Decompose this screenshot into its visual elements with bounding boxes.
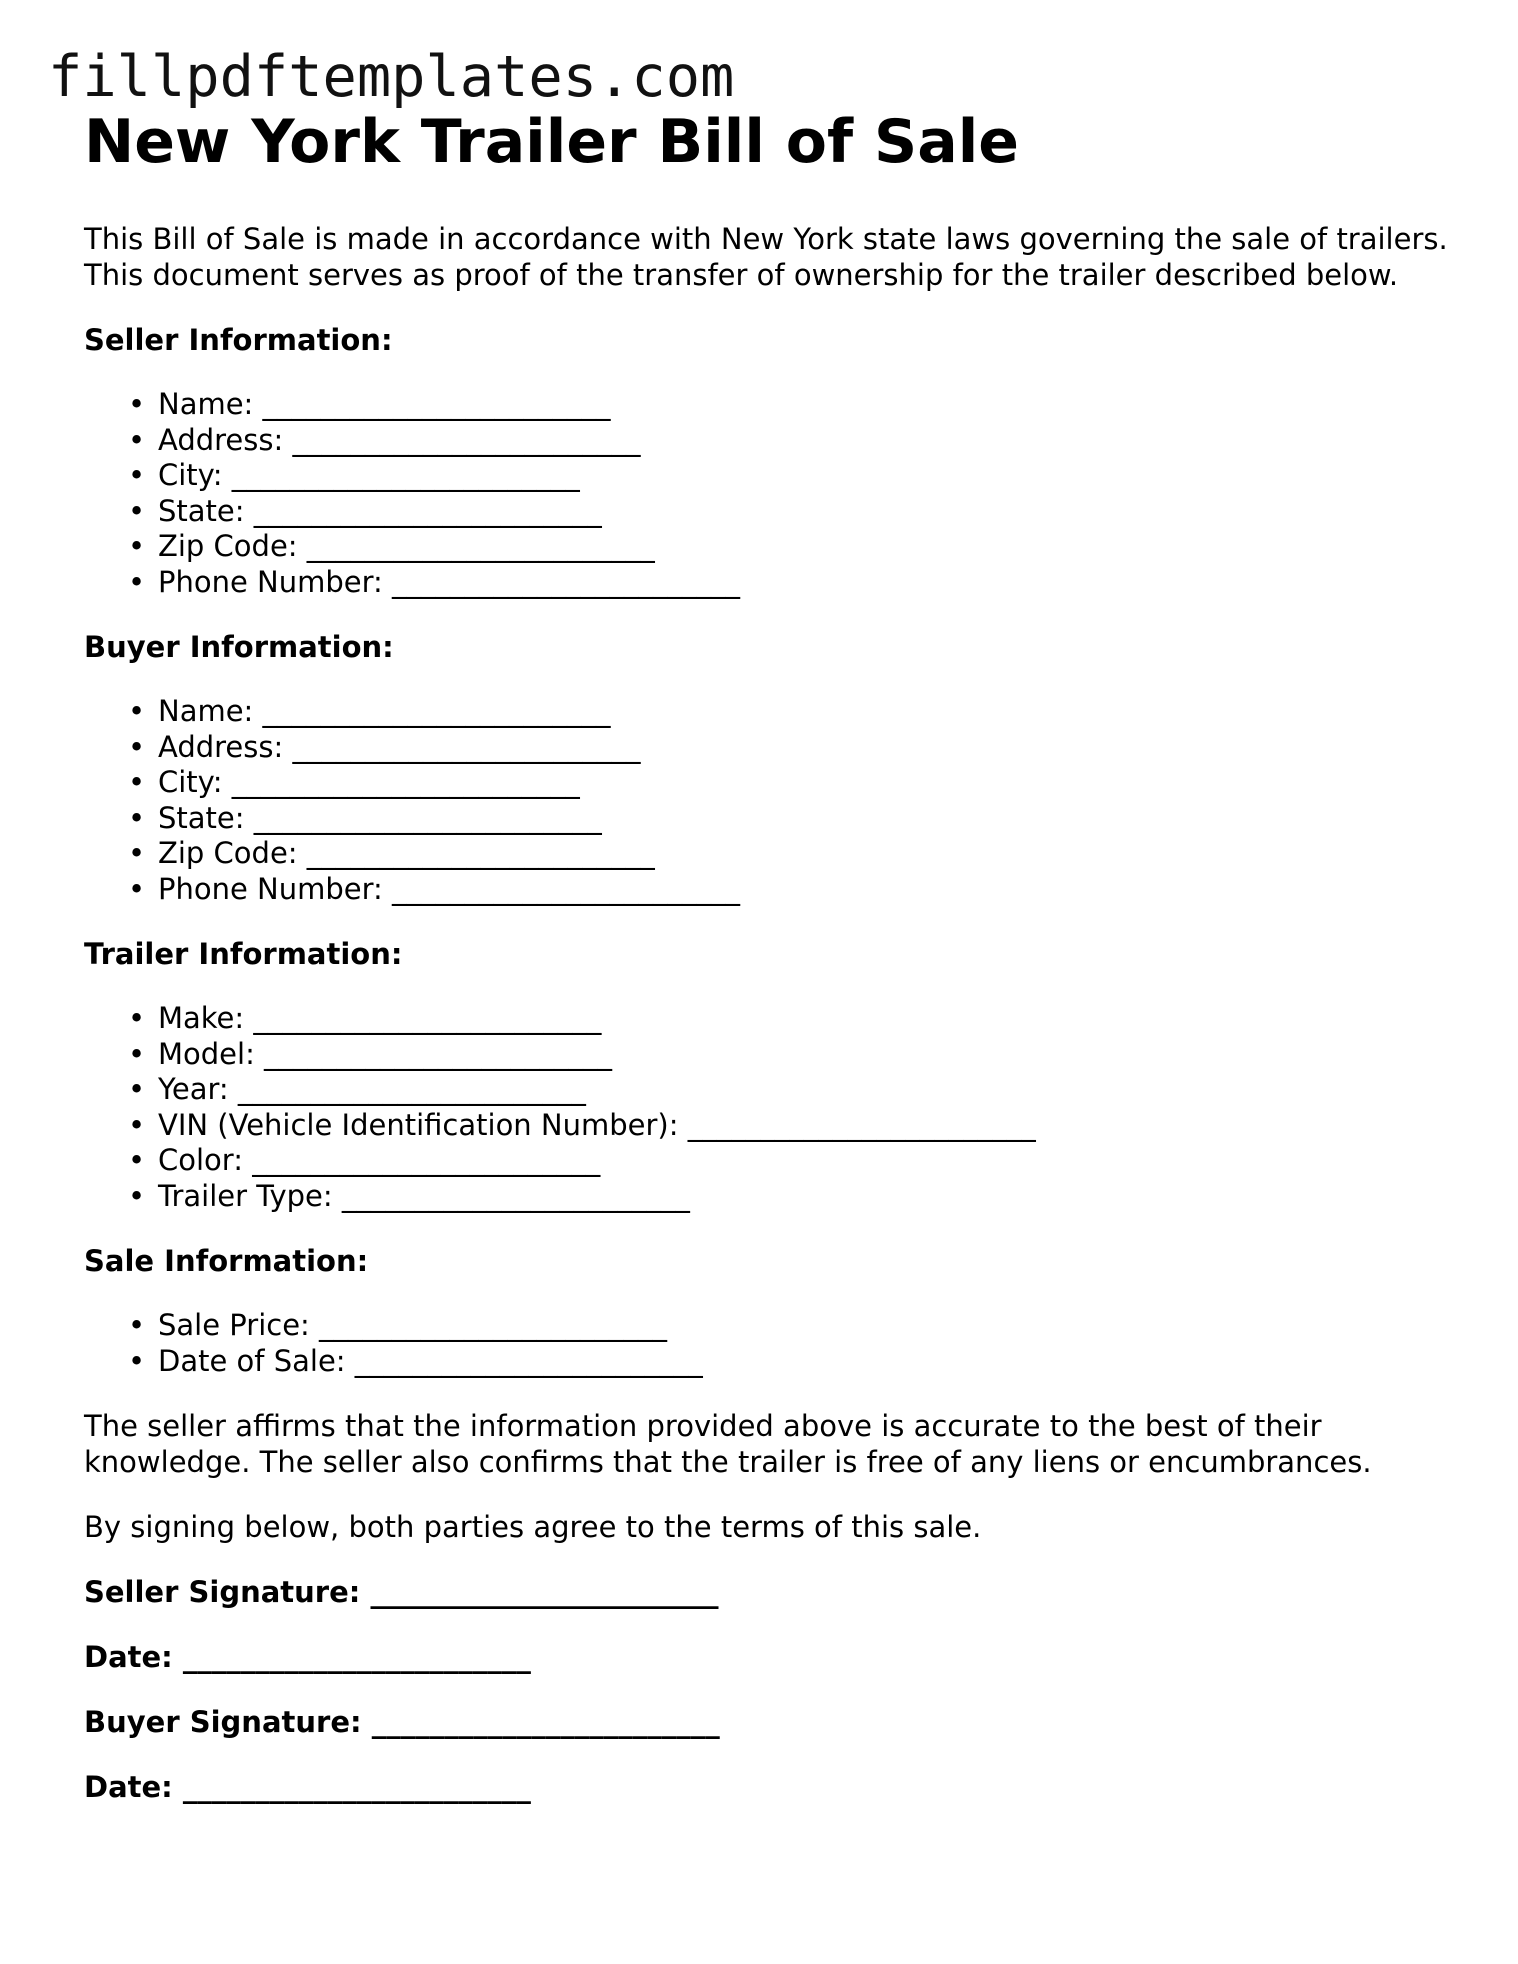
seller-name-field[interactable] <box>128 387 1454 423</box>
bullet-icon: • <box>128 765 146 799</box>
field-label: City: ________________________ <box>158 458 580 492</box>
bullet-icon: • <box>128 422 146 457</box>
field-label: Name: ________________________ <box>158 694 611 728</box>
bullet-icon: • <box>128 1036 146 1071</box>
seller-section-heading: Seller Information: <box>84 323 393 357</box>
trailer-vin-field[interactable] <box>128 1107 1454 1144</box>
field-label: Phone Number: ________________________ <box>158 564 741 599</box>
field-label: Trailer Type: ________________________ <box>158 1178 690 1213</box>
buyer-address-field[interactable] <box>128 729 1454 766</box>
trailer-model-field[interactable] <box>128 1036 1454 1073</box>
field-label: State: ________________________ <box>158 493 602 528</box>
trailer-year-field[interactable] <box>128 1072 1454 1108</box>
trailer-type-field[interactable] <box>128 1178 1454 1215</box>
bullet-icon: • <box>128 1308 146 1342</box>
trailer-color-field[interactable] <box>128 1143 1454 1179</box>
bullet-icon: • <box>128 529 146 563</box>
field-label: Make: ________________________ <box>158 1001 602 1035</box>
document-body <box>84 104 1454 1805</box>
sale-field-list <box>84 1308 1454 1379</box>
buyer-city-field[interactable] <box>128 765 1454 801</box>
bullet-icon: • <box>128 564 146 599</box>
buyer-phone-field[interactable] <box>128 871 1454 908</box>
bullet-icon: • <box>128 1143 146 1177</box>
bullet-icon: • <box>128 694 146 728</box>
bullet-icon: • <box>128 1107 146 1142</box>
buyer-signature-line[interactable]: Buyer Signature: ________________________ <box>84 1705 720 1739</box>
sale-date-field[interactable] <box>128 1343 1454 1380</box>
buyer-name-field[interactable] <box>128 694 1454 730</box>
field-label: Date of Sale: ________________________ <box>158 1343 703 1378</box>
field-label: Address: ________________________ <box>158 729 641 764</box>
field-label: Model: ________________________ <box>158 1036 613 1071</box>
field-label: Year: ________________________ <box>158 1072 586 1106</box>
field-label: Sale Price: ________________________ <box>158 1308 668 1342</box>
bullet-icon: • <box>128 836 146 870</box>
bullet-icon: • <box>128 871 146 906</box>
bullet-icon: • <box>128 1072 146 1106</box>
seller-state-field[interactable] <box>128 493 1454 530</box>
field-label: VIN (Vehicle Identification Number): ________________________ <box>158 1107 1036 1142</box>
bullet-icon: • <box>128 729 146 764</box>
field-label: Phone Number: ________________________ <box>158 871 741 906</box>
buyer-date-line[interactable]: Date: ________________________ <box>84 1770 531 1804</box>
document-title: New York Trailer Bill of Sale <box>84 107 1019 177</box>
bullet-icon: • <box>128 493 146 528</box>
seller-phone-field[interactable] <box>128 564 1454 601</box>
buyer-section-heading: Buyer Information: <box>84 630 394 664</box>
field-label: City: ________________________ <box>158 765 580 799</box>
agreement-paragraph: By signing below, both parties agree to the terms of this sale. <box>84 1510 982 1544</box>
bullet-icon: • <box>128 387 146 421</box>
trailer-make-field[interactable] <box>128 1001 1454 1037</box>
bullet-icon: • <box>128 1001 146 1035</box>
bullet-icon: • <box>128 1343 146 1378</box>
buyer-zip-field[interactable] <box>128 836 1454 872</box>
seller-field-list <box>84 387 1454 600</box>
bullet-icon: • <box>128 800 146 835</box>
field-label: Color: ________________________ <box>158 1143 601 1177</box>
seller-affirmation-paragraph: The seller affirms that the information provided above is accurate to the best of their knowledge. The seller also confirms that the trailer is free of any liens or encumbrances. <box>84 1409 1372 1479</box>
field-label: Name: ________________________ <box>158 387 611 421</box>
trailer-section-heading: Trailer Information: <box>84 937 403 971</box>
seller-address-field[interactable] <box>128 422 1454 459</box>
bullet-icon: • <box>128 1178 146 1213</box>
field-label: State: ________________________ <box>158 800 602 835</box>
seller-date-line[interactable]: Date: ________________________ <box>84 1640 531 1674</box>
trailer-field-list <box>84 1001 1454 1214</box>
intro-paragraph: This Bill of Sale is made in accordance with New York state laws governing the sale of trailers. This document serves as proof of the transfer of ownership for the trailer described below. <box>84 222 1448 292</box>
field-label: Zip Code: ________________________ <box>158 836 655 870</box>
field-label: Zip Code: ________________________ <box>158 529 655 563</box>
watermark: fillpdftemplates.com <box>48 44 735 110</box>
field-label: Address: ________________________ <box>158 422 641 457</box>
sale-section-heading: Sale Information: <box>84 1244 369 1278</box>
sale-price-field[interactable] <box>128 1308 1454 1344</box>
seller-zip-field[interactable] <box>128 529 1454 565</box>
buyer-field-list <box>84 694 1454 907</box>
bullet-icon: • <box>128 458 146 492</box>
seller-city-field[interactable] <box>128 458 1454 494</box>
seller-signature-line[interactable]: Seller Signature: ________________________ <box>84 1575 719 1609</box>
buyer-state-field[interactable] <box>128 800 1454 837</box>
